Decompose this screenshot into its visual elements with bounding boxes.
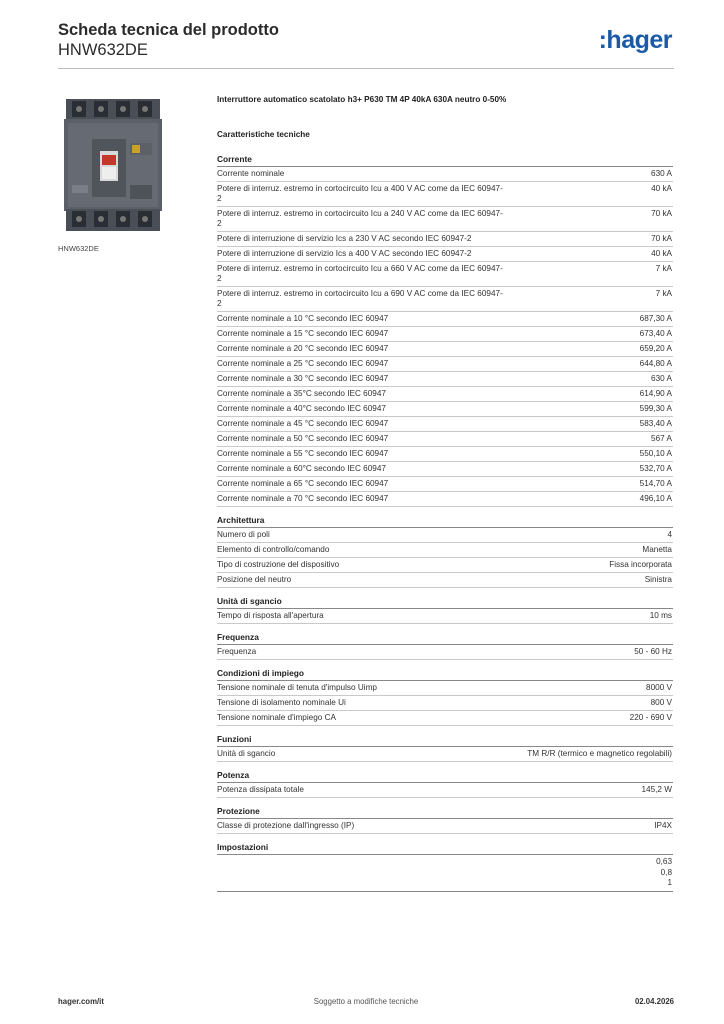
spec-row [217, 681, 673, 696]
section-title: Architettura [217, 515, 673, 528]
hager-logo: :hager [598, 26, 672, 54]
spec-section [217, 668, 673, 726]
spec-value: 659,20 A [639, 344, 672, 353]
spec-label: Potere di interruzione di servizio Ics a 400 V AC secondo IEC 60947-2 [217, 249, 472, 258]
spec-label: Corrente nominale a 30 °C secondo IEC 60947 [217, 374, 389, 383]
section-title: Corrente [217, 154, 673, 167]
spec-row [217, 462, 673, 477]
spec-value: 10 ms [649, 611, 672, 620]
spec-row [217, 372, 673, 387]
section-settings [217, 842, 673, 892]
spec-label: Posizione del neutro [217, 575, 292, 584]
spec-label: Elemento di controllo/comando [217, 545, 330, 554]
spec-row [217, 696, 673, 711]
spec-value: 687,30 A [639, 314, 672, 323]
spec-row [217, 262, 673, 287]
spec-label: Corrente nominale a 65 °C secondo IEC 60947 [217, 479, 389, 488]
spec-row [217, 357, 673, 372]
spec-section [217, 806, 673, 834]
spec-value: 70 kA [651, 209, 672, 218]
spec-value: 630 A [651, 169, 672, 178]
spec-row [217, 747, 673, 762]
spec-label: Corrente nominale a 20 °C secondo IEC 60947 [217, 344, 389, 353]
spec-value: 7 kA [655, 264, 672, 273]
spec-label: Potenza dissipata totale [217, 785, 304, 794]
spec-row [217, 783, 673, 798]
spec-label: Corrente nominale a 70 °C secondo IEC 60947 [217, 494, 389, 503]
settings-values [217, 855, 673, 892]
section-title: Potenza [217, 770, 673, 783]
spec-label: Corrente nominale a 55 °C secondo IEC 60947 [217, 449, 389, 458]
section-title: Protezione [217, 806, 673, 819]
spec-row [217, 417, 673, 432]
spec-row [217, 287, 673, 312]
page-header [58, 20, 674, 68]
spec-label: Corrente nominale a 35°C secondo IEC 60947 [217, 389, 386, 398]
section-title: Unità di sgancio [217, 596, 673, 609]
spec-value: IP4X [654, 821, 672, 830]
spec-section [217, 515, 673, 588]
spec-row [217, 447, 673, 462]
spec-label: Tensione nominale d'impiego CA [217, 713, 336, 722]
spec-value: 599,30 A [639, 404, 672, 413]
spec-value: 644,80 A [639, 359, 672, 368]
spec-row [217, 819, 673, 834]
spec-label: Corrente nominale a 50 °C secondo IEC 60947 [217, 434, 389, 443]
section-title: Condizioni di impiego [217, 668, 673, 681]
spec-value: 614,90 A [639, 389, 672, 398]
spec-row [217, 558, 673, 573]
footer-date: 02.04.2026 [634, 997, 674, 1006]
spec-section [217, 632, 673, 660]
spec-label: Frequenza [217, 647, 257, 656]
spec-value: 50 - 60 Hz [634, 647, 672, 656]
spec-label: Potere di interruz. estremo in cortocircuito Icu a 690 V AC come da IEC 60947-2 [217, 289, 503, 308]
spec-value: 145,2 W [641, 785, 672, 794]
spec-row [217, 232, 673, 247]
spec-label: Tensione nominale di tenuta d'impulso Uimp [217, 683, 377, 692]
spec-value: 673,40 A [639, 329, 672, 338]
spec-row [217, 247, 673, 262]
spec-label: Tipo di costruzione del dispositivo [217, 560, 340, 569]
spec-section [217, 734, 673, 762]
settings-value: 0,8 [660, 867, 672, 877]
spec-row [217, 432, 673, 447]
spec-value: 70 kA [651, 234, 672, 243]
spec-section [217, 596, 673, 624]
spec-label: Corrente nominale a 45 °C secondo IEC 60947 [217, 419, 389, 428]
spec-label: Corrente nominale a 40°C secondo IEC 60947 [217, 404, 386, 413]
spec-value: 630 A [651, 374, 672, 383]
spec-value: Manetta [642, 545, 672, 554]
spec-value: 550,10 A [639, 449, 672, 458]
spec-row [217, 167, 673, 182]
spec-label: Classe di protezione dall'ingresso (IP) [217, 821, 355, 830]
spec-row [217, 645, 673, 660]
spec-row [217, 312, 673, 327]
spec-label: Corrente nominale [217, 169, 285, 178]
section-title: Funzioni [217, 734, 673, 747]
spec-row [217, 609, 673, 624]
spec-label: Corrente nominale a 60°C secondo IEC 60947 [217, 464, 386, 473]
spec-value: 800 V [650, 698, 672, 707]
spec-row [217, 402, 673, 417]
spec-row [217, 492, 673, 507]
spec-value: 8000 V [646, 683, 672, 692]
spec-value: 40 kA [651, 249, 672, 258]
spec-section [217, 154, 673, 507]
image-caption: HNW632DE [58, 244, 99, 253]
tech-characteristics-title: Caratteristiche tecniche [217, 130, 310, 139]
spec-row [217, 342, 673, 357]
header-divider [58, 68, 674, 69]
spec-row [217, 711, 673, 726]
settings-value: 0,63 [656, 857, 672, 866]
spec-row [217, 573, 673, 588]
page-footer [58, 997, 674, 1011]
spec-value: 4 [667, 530, 672, 539]
spec-label: Tempo di risposta all'apertura [217, 611, 324, 620]
spec-label: Corrente nominale a 25 °C secondo IEC 60947 [217, 359, 389, 368]
spec-value: 583,40 A [639, 419, 672, 428]
product-code: HNW632DE [58, 41, 148, 59]
spec-sections [217, 154, 673, 834]
datasheet-content [217, 94, 673, 892]
spec-row [217, 182, 673, 207]
spec-value: 220 - 690 V [629, 713, 672, 722]
spec-row [217, 543, 673, 558]
spec-label: Potere di interruz. estremo in cortocircuito Icu a 400 V AC come da IEC 60947-2 [217, 184, 503, 203]
spec-label: Potere di interruzione di servizio Ics a 230 V AC secondo IEC 60947-2 [217, 234, 472, 243]
spec-section [217, 770, 673, 798]
spec-label: Numero di poli [217, 530, 270, 539]
spec-label: Corrente nominale a 10 °C secondo IEC 60947 [217, 314, 389, 323]
spec-value: 532,70 A [639, 464, 672, 473]
settings-value: 1 [667, 878, 672, 887]
spec-value: 40 kA [651, 184, 672, 193]
spec-label: Potere di interruz. estremo in cortocircuito Icu a 660 V AC come da IEC 60947-2 [217, 264, 503, 283]
document-title: Scheda tecnica del prodotto [58, 21, 279, 39]
footer-website: hager.com/it [58, 997, 104, 1006]
spec-value: 567 A [651, 434, 672, 443]
spec-label: Tensione di isolamento nominale Ui [217, 698, 346, 707]
spec-value: 7 kA [655, 289, 672, 298]
spec-row [217, 528, 673, 543]
product-image [58, 95, 168, 235]
section-title: Impostazioni [217, 842, 673, 855]
spec-row [217, 327, 673, 342]
spec-label: Unità di sgancio [217, 749, 276, 758]
spec-value: TM R/R (termico e magnetico regolabili) [527, 749, 672, 758]
spec-row [217, 207, 673, 232]
spec-label: Potere di interruz. estremo in cortocircuito Icu a 240 V AC come da IEC 60947-2 [217, 209, 503, 228]
spec-row [217, 477, 673, 492]
spec-value: Fissa incorporata [609, 560, 672, 569]
spec-value: Sinistra [644, 575, 672, 584]
spec-value: 496,10 A [639, 494, 672, 503]
spec-value: 514,70 A [639, 479, 672, 488]
circuit-breaker-photo-icon [58, 95, 168, 235]
section-title: Frequenza [217, 632, 673, 645]
spec-row [217, 387, 673, 402]
footer-notice: Soggetto a modifiche tecniche [313, 997, 419, 1006]
product-description: Interruttore automatico scatolato h3+ P630 TM 4P 40kA 630A neutro 0-50% [217, 95, 507, 104]
spec-label: Corrente nominale a 15 °C secondo IEC 60947 [217, 329, 389, 338]
